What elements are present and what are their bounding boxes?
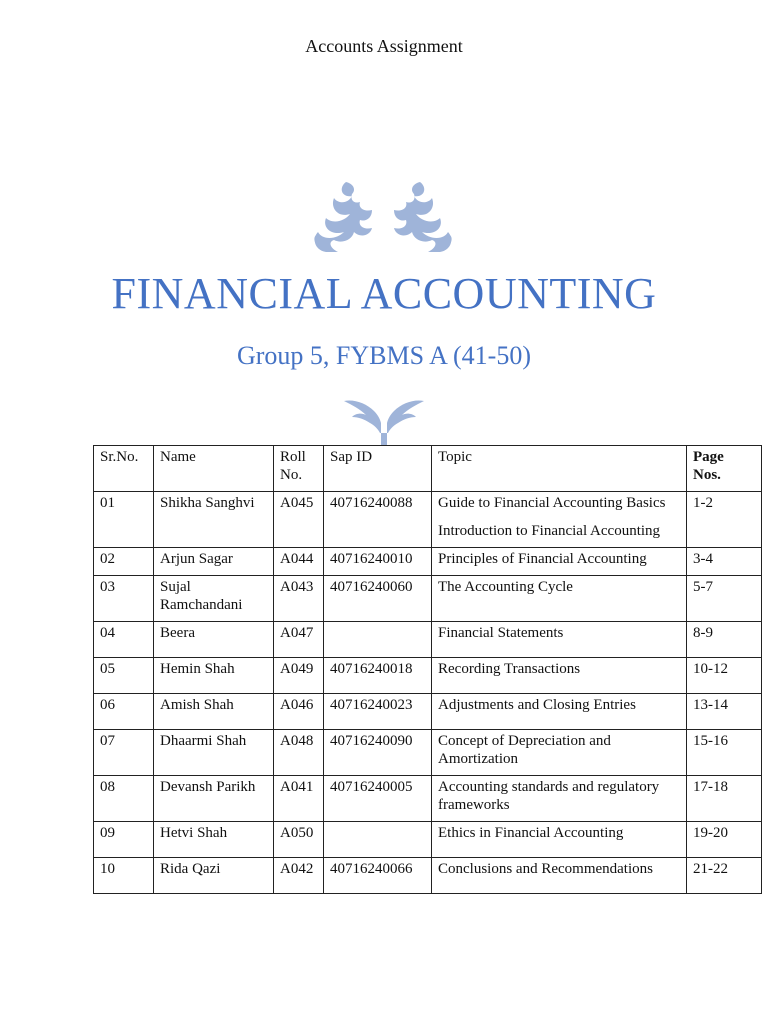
cell-sap-id: 40716240060 — [324, 576, 432, 622]
cell-sap-id: 40716240066 — [324, 858, 432, 894]
cell-roll-no: A047 — [274, 622, 324, 658]
cell-sap-id: 40716240010 — [324, 548, 432, 576]
cell-name: Sujal Ramchandani — [154, 576, 274, 622]
cell-roll-no: A046 — [274, 694, 324, 730]
cell-topic — [432, 492, 687, 548]
cell-page-nos: 13-14 — [687, 694, 762, 730]
table-row — [94, 776, 762, 822]
cell-topic: Concept of Depreciation and Amortization — [432, 730, 687, 776]
cell-page-nos: 19-20 — [687, 822, 762, 858]
cell-roll-no: A043 — [274, 576, 324, 622]
table-row — [94, 576, 762, 622]
cell-topic: Conclusions and Recommendations — [432, 858, 687, 894]
cell-page-nos: 3-4 — [687, 548, 762, 576]
header-page-nos: Page Nos. — [687, 446, 762, 492]
cell-sr-no: 06 — [94, 694, 154, 730]
header-roll-no: Roll No. — [274, 446, 324, 492]
cell-roll-no: A045 — [274, 492, 324, 548]
cell-sap-id: 40716240005 — [324, 776, 432, 822]
cell-topic: Ethics in Financial Accounting — [432, 822, 687, 858]
header-topic: Topic — [432, 446, 687, 492]
cell-sr-no: 05 — [94, 658, 154, 694]
cell-page-nos: 8-9 — [687, 622, 762, 658]
cell-roll-no: A041 — [274, 776, 324, 822]
table-row — [94, 658, 762, 694]
cell-page-nos: 17-18 — [687, 776, 762, 822]
member-table — [93, 445, 762, 894]
cell-sr-no: 02 — [94, 548, 154, 576]
group-subtitle: Group 5, FYBMS A (41-50) — [237, 341, 531, 370]
cell-roll-no: A050 — [274, 822, 324, 858]
cell-roll-no: A049 — [274, 658, 324, 694]
flourish-left — [314, 182, 372, 252]
cell-page-nos: 10-12 — [687, 658, 762, 694]
main-title: FINANCIAL ACCOUNTING — [111, 269, 657, 318]
floral-flourish-svg — [308, 178, 458, 256]
cell-sr-no: 01 — [94, 492, 154, 548]
cell-sr-no: 04 — [94, 622, 154, 658]
header-name: Name — [154, 446, 274, 492]
cell-name: Amish Shah — [154, 694, 274, 730]
table-row — [94, 858, 762, 894]
cell-page-nos: 1-2 — [687, 492, 762, 548]
cell-name: Shikha Sanghvi — [154, 492, 274, 548]
cell-page-nos: 15-16 — [687, 730, 762, 776]
cell-roll-no: A044 — [274, 548, 324, 576]
cell-topic: Financial Statements — [432, 622, 687, 658]
cell-sr-no: 10 — [94, 858, 154, 894]
cell-topic: Adjustments and Closing Entries — [432, 694, 687, 730]
cell-name: Beera — [154, 622, 274, 658]
table-row — [94, 730, 762, 776]
cell-sr-no: 07 — [94, 730, 154, 776]
cell-topic: Accounting standards and regulatory frameworks — [432, 776, 687, 822]
cell-page-nos: 21-22 — [687, 858, 762, 894]
cell-name: Hemin Shah — [154, 658, 274, 694]
table-row — [94, 548, 762, 576]
cell-sr-no: 08 — [94, 776, 154, 822]
cell-topic-line: Guide to Financial Accounting Basics — [438, 495, 666, 511]
header-sap-id: Sap ID — [324, 446, 432, 492]
cell-sap-id: 40716240018 — [324, 658, 432, 694]
cell-topic: Recording Transactions — [432, 658, 687, 694]
document-header: Accounts Assignment — [305, 36, 463, 56]
cell-roll-no: A048 — [274, 730, 324, 776]
cell-name: Dhaarmi Shah — [154, 730, 274, 776]
cell-topic: Principles of Financial Accounting — [432, 548, 687, 576]
fleur-ornament-icon — [340, 395, 428, 447]
header-sr-no: Sr.No. — [94, 446, 154, 492]
table-row — [94, 492, 762, 548]
cell-sap-id — [324, 622, 432, 658]
cell-page-nos: 5-7 — [687, 576, 762, 622]
cell-roll-no: A042 — [274, 858, 324, 894]
cell-topic-line: Introduction to Financial Accounting — [438, 523, 661, 539]
table-header-row — [94, 446, 762, 492]
flourish-right — [394, 182, 452, 252]
cell-sr-no: 09 — [94, 822, 154, 858]
cell-name: Arjun Sagar — [154, 548, 274, 576]
cell-sr-no: 03 — [94, 576, 154, 622]
table-row — [94, 694, 762, 730]
cell-sap-id: 40716240088 — [324, 492, 432, 548]
table-row — [94, 822, 762, 858]
cell-sap-id — [324, 822, 432, 858]
table-row — [94, 622, 762, 658]
floral-flourish-icon — [308, 178, 458, 256]
cell-name: Rida Qazi — [154, 858, 274, 894]
cell-name: Hetvi Shah — [154, 822, 274, 858]
cell-name: Devansh Parikh — [154, 776, 274, 822]
fleur-ornament-svg — [340, 395, 428, 447]
cell-topic: The Accounting Cycle — [432, 576, 687, 622]
cell-sap-id: 40716240023 — [324, 694, 432, 730]
cell-sap-id: 40716240090 — [324, 730, 432, 776]
